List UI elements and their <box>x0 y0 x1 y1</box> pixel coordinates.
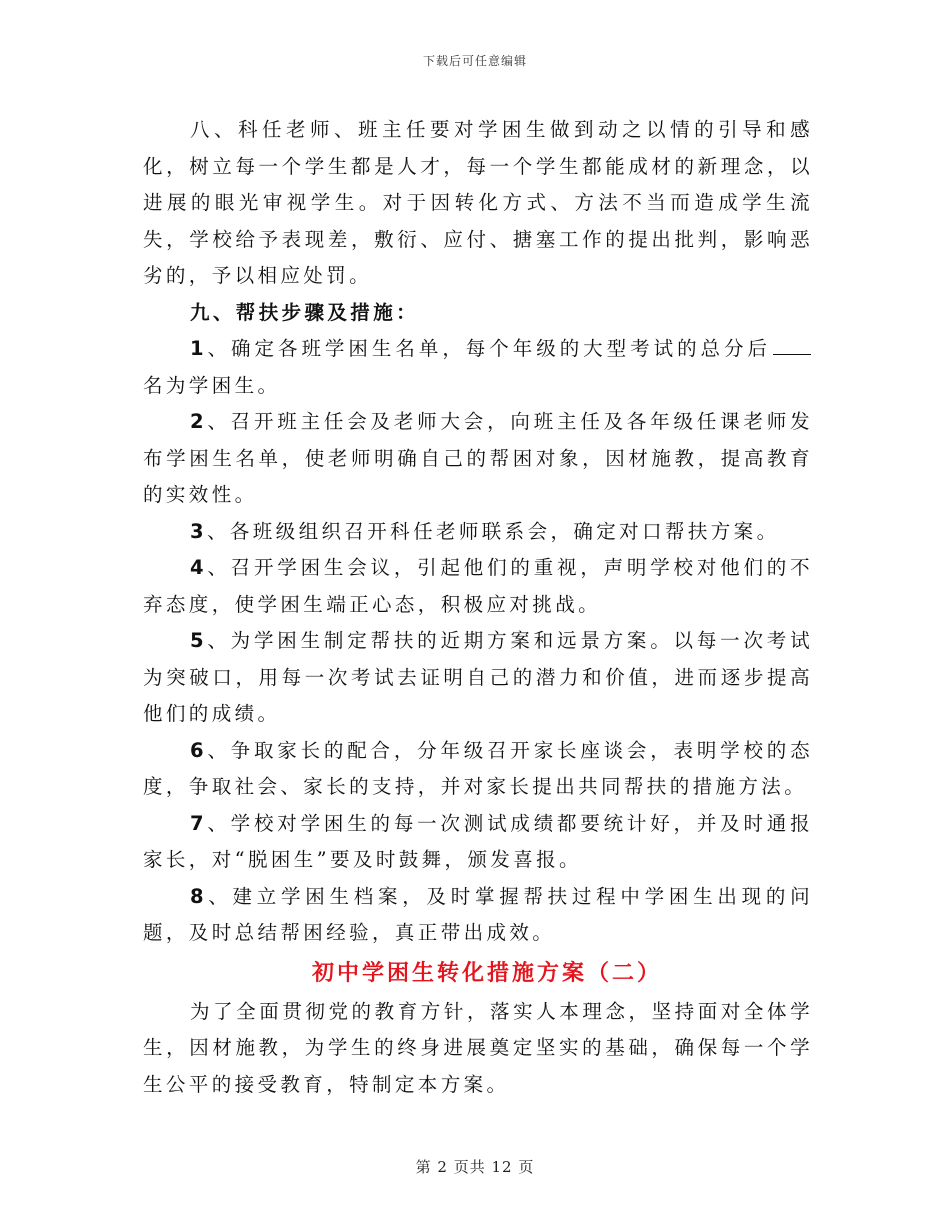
step-text: 、召开学困生会议，引起他们的重视，声明学校对他们的不弃态度，使学困生端正心态，积极应对挑战。 <box>143 556 813 616</box>
step-3 <box>143 514 813 551</box>
step-number: 4 <box>190 556 207 579</box>
step-text: 、为学困生制定帮扶的近期方案和远景方案。以每一次考试为突破口，用每一次考试去证明自己的潜力和价值，进而逐步提高他们的成绩。 <box>143 629 813 725</box>
step-text: 、各班级组织召开科任老师联系会，确定对口帮扶方案。 <box>206 519 780 543</box>
step-8 <box>143 879 813 952</box>
page-header: 下载后可任意编辑 <box>422 54 527 68</box>
page-footer: 第 2 页共 12 页 <box>415 1158 535 1176</box>
step-number: 8 <box>190 884 207 908</box>
step-text: 、建立学困生档案，及时掌握帮扶过程中学困生出现的问题，及时总结帮困经验，真正带出成效。 <box>143 884 813 944</box>
step-4 <box>143 550 813 623</box>
step-2 <box>143 404 813 514</box>
step-5 <box>143 623 813 733</box>
step-text: 、学校对学困生的每一次测试成绩都要统计好，并及时通报家长，对“脱困生”要及时鼓舞，颁发喜报。 <box>143 811 813 871</box>
intro-paragraph: 为了全面贯彻党的教育方针，落实人本理念，坚持面对全体学生，因材施教，为学生的终身进展奠定坚实的基础，确保每一个学生公平的接受教育，特制定本方案。 <box>143 999 813 1096</box>
step-7 <box>143 806 813 879</box>
step-1 <box>143 331 813 404</box>
step-number: 1 <box>190 337 207 360</box>
section-9-heading: 九、帮扶步骤及措施： <box>190 300 420 324</box>
step-number: 6 <box>190 738 207 762</box>
section-8-paragraph: 八、科任老师、班主任要对学困生做到动之以情的引导和感化，树立每一个学生都是人才，每一个学生都能成材的新理念，以进展的眼光审视学生。对于因转化方式、方法不当而造成学生流失，学校给予表现差，敷衍、应付、搪塞工作的提出批判，影响恶劣的，予以相应处罚。 <box>143 118 813 287</box>
fill-in-blank <box>773 334 811 355</box>
step-6 <box>143 733 813 806</box>
step-text-after: 名为学困生。 <box>143 373 281 397</box>
step-text: 、争取家长的配合，分年级召开家长座谈会，表明学校的态度，争取社会、家长的支持，并对家长提出共同帮扶的措施方法。 <box>143 738 813 798</box>
section-title: 初中学困生转化措施方案（二） <box>311 959 662 986</box>
document-body <box>143 112 813 1103</box>
step-number: 2 <box>190 410 207 433</box>
step-number: 7 <box>190 811 207 835</box>
step-number: 5 <box>190 629 207 652</box>
step-text: 、确定各班学困生名单，每个年级的大型考试的总分后 <box>206 337 771 360</box>
step-text: 、召开班主任会及老师大会，向班主任及各年级任课老师发布学困生名单，使老师明确自己的帮困对象，因材施教，提高教育的实效性。 <box>143 410 813 506</box>
step-number: 3 <box>190 519 207 543</box>
